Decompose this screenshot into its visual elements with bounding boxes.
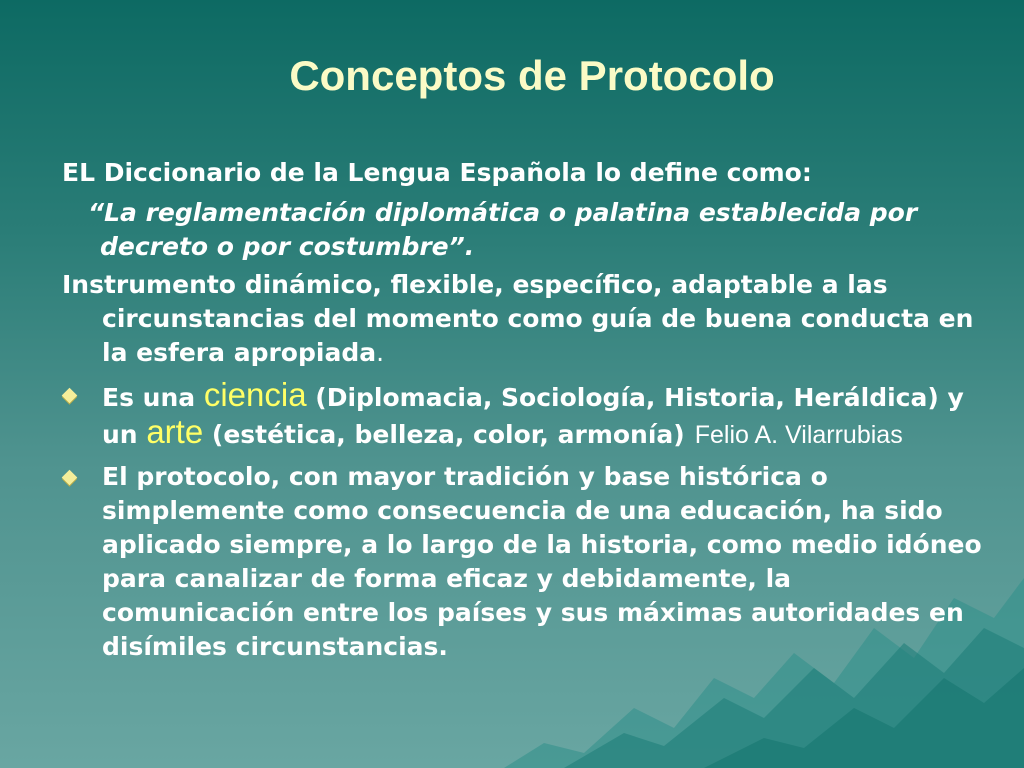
bullet1-part1: Es una xyxy=(102,383,204,412)
bullet-item-ciencia-arte xyxy=(62,378,982,452)
diamond-bullet-icon xyxy=(62,388,78,404)
highlight-ciencia: ciencia xyxy=(203,376,307,413)
intro-text: EL Diccionario de la Lengua Española lo define como: xyxy=(62,158,812,187)
bullet-item-protocolo xyxy=(62,460,982,664)
paragraph-end: . xyxy=(376,338,385,367)
diamond-bullet-icon xyxy=(62,470,78,486)
slide-title: Conceptos de Protocolo xyxy=(289,52,775,99)
bullet2-text: El protocolo, con mayor tradición y base histórica o simplemente como consecuencia de una educación, ha sido aplicado siempre, a lo largo de la historia, como medio idóneo para canalizar de forma eficaz y debidamente, la comunicación entre los países y sus máximas autoridades en disímiles circunstancias. xyxy=(102,462,982,661)
paragraph-text: Instrumento dinámico, flexible, específico, adaptable a las circunstancias del momento como guía de buena conducta en la esfera apropiada xyxy=(62,270,974,367)
highlight-arte: arte xyxy=(146,413,204,450)
definition-paragraph xyxy=(62,268,982,370)
bullet1-part3: (estética, belleza, color, armonía) xyxy=(203,420,685,449)
slide-body xyxy=(62,156,982,664)
bullet1-part2: (Diplomacia, Sociología, Historia, Heráldica) y un xyxy=(102,383,964,449)
definition-quote: “La reglamentación diplomática o palatina establecida por decreto o por costumbre”. xyxy=(88,198,918,261)
author-attribution: Felio A. Vilarrubias xyxy=(694,421,903,449)
